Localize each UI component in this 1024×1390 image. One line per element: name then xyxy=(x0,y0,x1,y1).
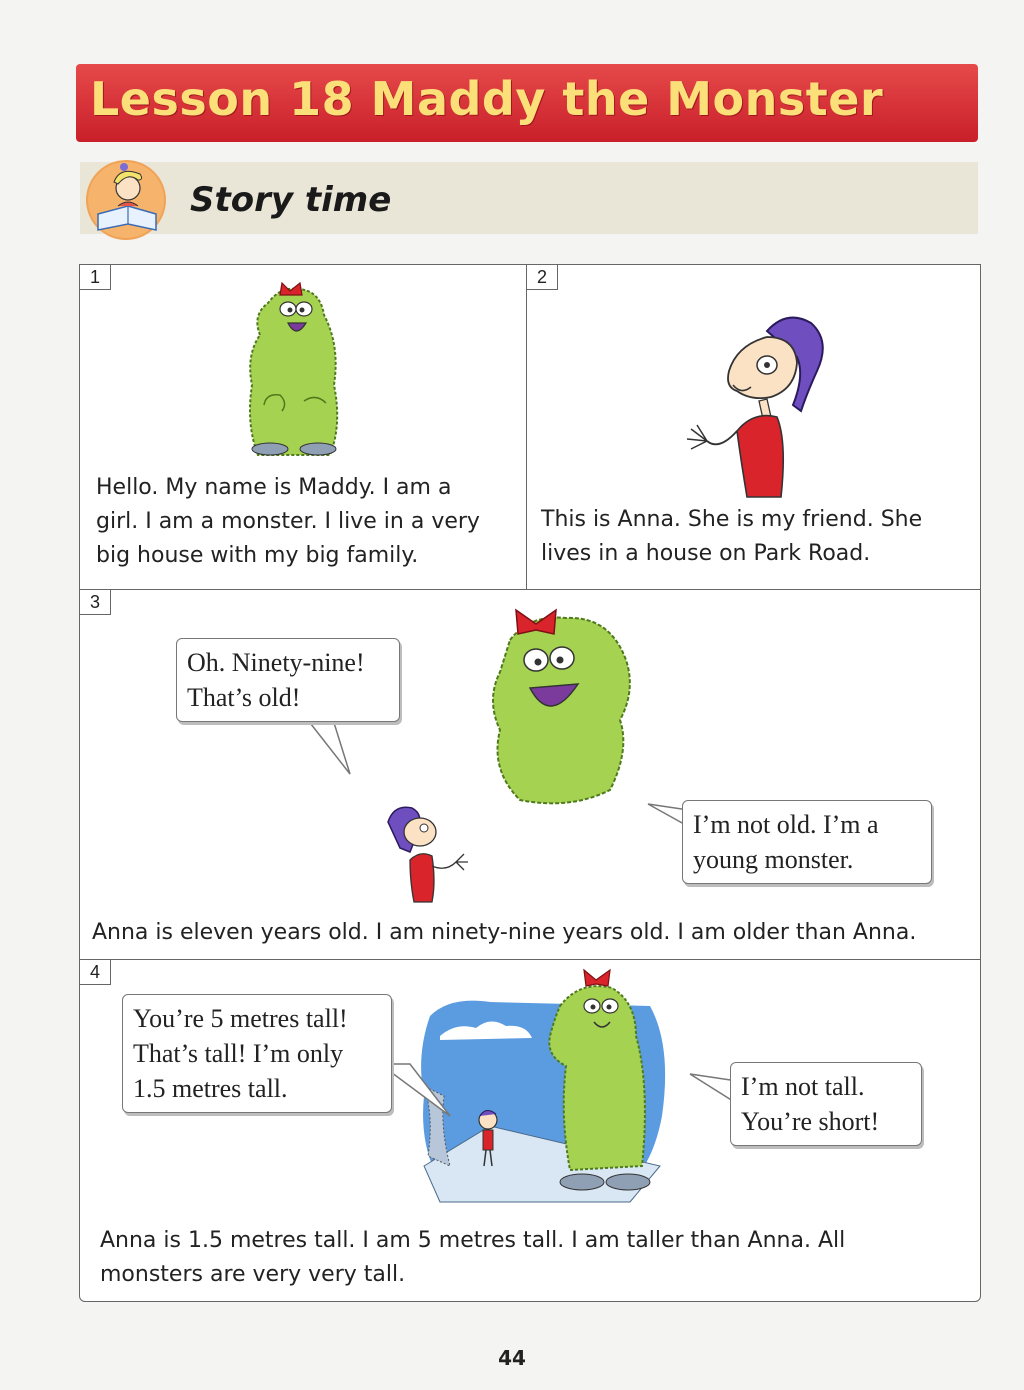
page-number: 44 xyxy=(498,1346,526,1370)
caption-line: girl. I am a monster. I live in a very xyxy=(96,509,480,534)
bubble-line: That’s old! xyxy=(187,683,301,712)
panel-caption xyxy=(96,471,480,573)
story-panel-2 xyxy=(526,264,981,590)
bubble-line: You’re 5 metres tall! xyxy=(133,1004,348,1033)
speech-bubble-maddy xyxy=(682,800,932,884)
story-panel-1 xyxy=(79,264,527,590)
speech-bubble-anna xyxy=(122,994,392,1113)
speech-bubble-anna xyxy=(176,638,400,722)
speech-tail xyxy=(380,1064,460,1120)
caption-line: Anna is 1.5 metres tall. I am 5 metres tall. I am taller than Anna. All xyxy=(100,1228,846,1253)
panel-number: 2 xyxy=(527,265,558,290)
section-title: Story time xyxy=(190,180,392,220)
caption-line: Anna is eleven years old. I am ninety-nine years old. I am older than Anna. xyxy=(92,920,917,945)
bubble-line: You’re short! xyxy=(741,1107,880,1136)
panel-number: 1 xyxy=(80,265,111,290)
bubble-line: Oh. Ninety-nine! xyxy=(187,648,365,677)
caption-line: This is Anna. She is my friend. She xyxy=(541,507,923,532)
panel-caption xyxy=(541,503,922,571)
anna-girl-illustration xyxy=(380,802,480,902)
story-panel-3 xyxy=(79,589,981,961)
bubble-line: That’s tall! I’m only xyxy=(133,1039,344,1068)
caption-line: Hello. My name is Maddy. I am a xyxy=(96,475,452,500)
caption-line: lives in a house on Park Road. xyxy=(541,541,871,566)
lesson-header xyxy=(76,64,978,142)
panel-number: 3 xyxy=(80,590,111,615)
panel-number: 4 xyxy=(80,960,111,985)
story-frame xyxy=(79,264,979,1300)
caption-line: big house with my big family. xyxy=(96,543,419,568)
reading-child-icon xyxy=(84,158,174,242)
speech-bubble-maddy xyxy=(730,1062,922,1146)
section-header xyxy=(80,162,978,234)
story-panel-4 xyxy=(79,959,981,1302)
bubble-line: young monster. xyxy=(693,845,854,874)
bubble-line: 1.5 metres tall. xyxy=(133,1074,288,1103)
bubble-line: I’m not tall. xyxy=(741,1072,865,1101)
lesson-title: Lesson 18 Maddy the Monster xyxy=(90,72,884,126)
maddy-monster-illustration xyxy=(480,600,650,810)
panel-caption xyxy=(100,1224,845,1292)
panel-caption xyxy=(92,916,916,950)
anna-girl-illustration xyxy=(667,301,847,497)
bubble-line: I’m not old. I’m a xyxy=(693,810,879,839)
caption-line: monsters are very very tall. xyxy=(100,1262,406,1287)
maddy-monster-illustration xyxy=(230,275,360,465)
